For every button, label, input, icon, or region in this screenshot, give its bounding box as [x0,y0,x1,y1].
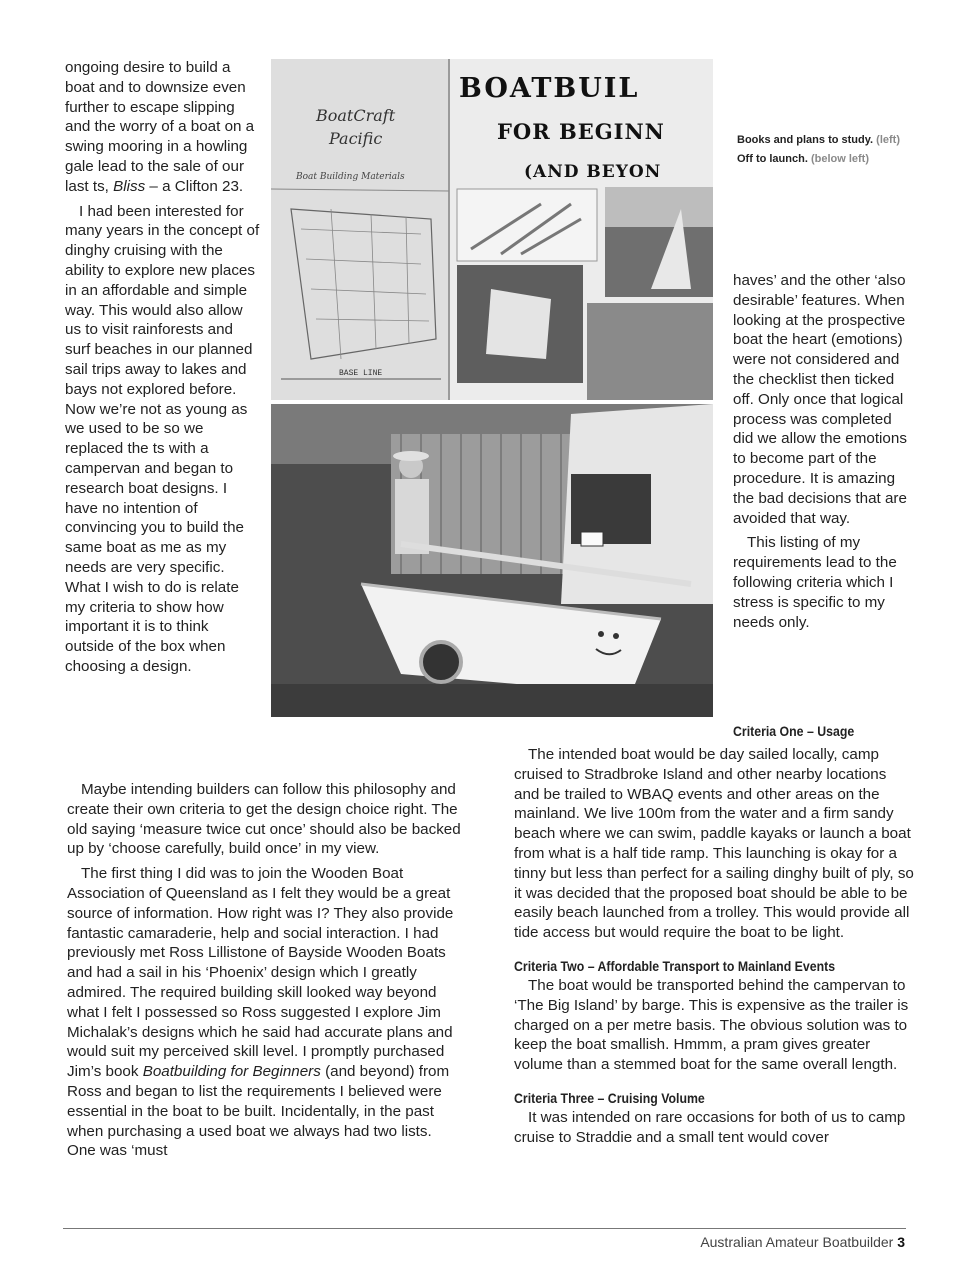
photo-off-to-launch [271,404,713,717]
page-footer [700,1234,905,1250]
boat-name: Bliss [113,177,146,195]
book-cover-line-1: BOATBUIL [459,73,640,104]
logo-subtitle: Boat Building Materials [296,172,405,182]
logo-line-1: BoatCraft [316,106,396,125]
publication-name: Australian Amateur Boatbuilder [700,1234,894,1250]
criteria-heading: Criteria Three – Cruising Volume [514,1089,705,1106]
paragraph: This listing of my requirements lead to the following criteria which I stress is specific to my needs only. [733,534,897,631]
plan-label: BASE LINE [339,369,383,378]
column-right [733,271,913,637]
caption-launch: Off to launch. (below left) [737,153,870,165]
paragraph: I had been interested for many years in the concept of dinghy cruising with the ability to explore new places in an affordable and simple way. This would also allow us to visit rainforests and surf beaches in our planned sail trips away to lakes and bays not explored before. Now we’re not as young as we used to be so we replaced the ts with a campervan and began to research boat designs. I have no intention of convincing you to build the same boat as me as my needs are very specific. What I wish to do is relate my criteria to show how important it is to think outside of the box when choosing a design. [65,202,260,675]
caption-books: Books and plans to study. (left) [737,134,900,146]
criteria-heading: Criteria Two – Affordable Transport to Mainland Events [514,957,836,974]
criteria-text: The boat would be transported behind the campervan to ‘The Big Island’ by barge. This is expensive as the trailer is charged on a per metre basis. The obvious solution was to keep the boat smallish. Hmmm, a pram gives greater volume than a stemmed boat for the same overall length. [514,976,909,1074]
column-right-lower [514,745,914,1153]
paragraph: haves’ and the other ‘also desirable’ features. When looking at the prospective boat the heart (emotions) were not considered and the checklist then ticked off. Only once that logical process was completed did we allow the emotions to become part of the procedure. It is amazing the bad decisions that are avoided that way. [733,272,907,527]
book-title-italic: Boatbuilding for Beginners [142,1063,321,1081]
logo-line-2: Pacific [329,129,383,148]
photo-books-and-plans [271,59,713,400]
paragraph: ongoing desire to build a boat and to downsize even further to escape slipping and the worry of a boat on a swing mooring in a howling gale lead to the sale of our last ts, Bliss – a Clifton 23. [65,59,255,195]
column-left-lower [67,780,464,1166]
column-left [65,58,260,682]
boat-trolley-illustration [271,404,713,717]
books-plans-illustration [271,59,713,400]
footer-rule [63,1228,906,1229]
book-cover-line-2: FOR BEGINN [497,119,665,144]
criteria-text: It was intended on rare occasions for both of us to camp cruise to Straddie and a small tent would cover [514,1108,906,1146]
criteria-text: The intended boat would be day sailed locally, camp cruised to Stradbroke Island and other nearby locations and be trailed to WBAQ events and other areas on the mainland. We live 100m from the water and a firm sandy beach where we can swim, paddle kayaks or launch a boat from what is a half tide ramp. This launching is okay for a tinny but less than perfect for a sailing dinghy built of ply, so it was decided that the proposed boat should be able to be easily beach launched from a trolley. This would provide all tide access but would require the boat to be light. [514,746,914,942]
book-cover-line-3: (AND BEYON [524,162,662,182]
paragraph: The first thing I did was to join the Wooden Boat Association of Queensland as I felt they would be a great source of information. How right was I? They also provide fantastic camaraderie, help and social interaction. I had previously met Ross Lillistone of Bayside Wooden Boats and had a sail in his ‘Phoenix’ design which I greatly admired. The required building skill looked way beyond what I felt I possessed so Ross suggested I explore Jim Michalak’s designs which he said had accurate plans and would suit my perceived skill level. I promptly purchased Jim’s book Boatbuilding for Beginners (and beyond) from Ross and began to list the requirements I believed were essential in the boat to be built. Incidentally, in the past when purchasing a used boat we always had two lists. One was ‘must [67,865,454,1160]
criteria-heading: Criteria One – Usage [733,723,855,739]
criteria-one-heading-block [733,722,913,740]
paragraph: Maybe intending builders can follow this philosophy and create their own criteria to get the design choice right. The old saying ‘measure twice cut once’ should also be backed up by ‘choose carefully, build once’ in my view. [67,781,461,858]
page-number: 3 [897,1234,905,1250]
